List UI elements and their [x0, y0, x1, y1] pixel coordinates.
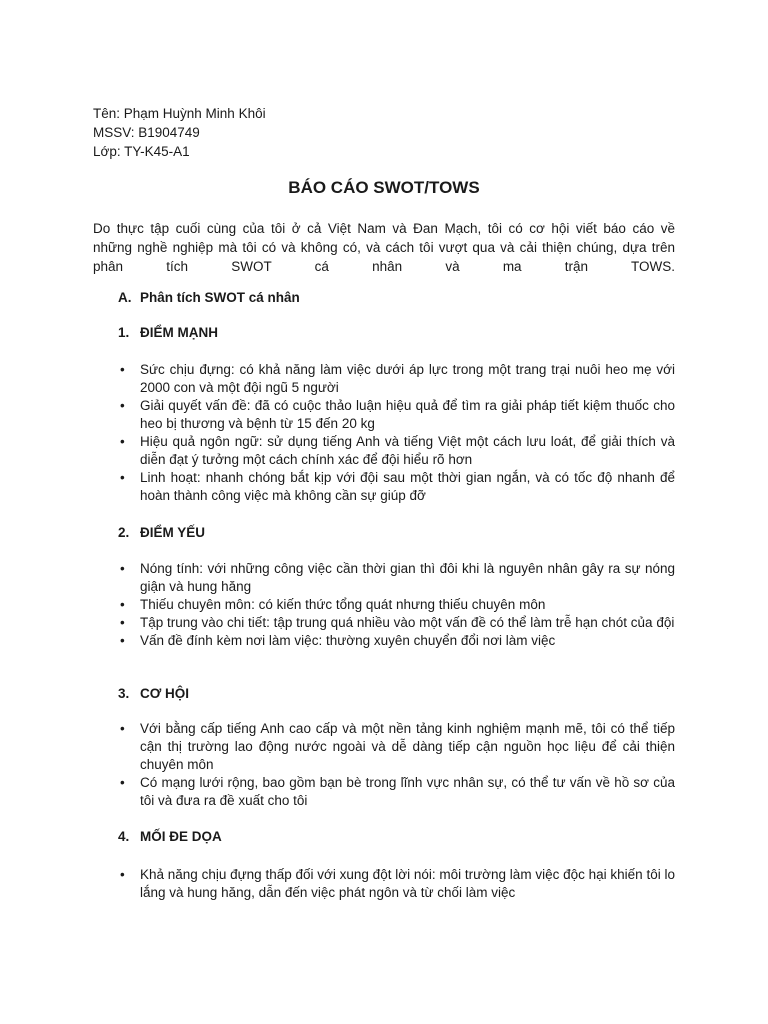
section-number: 1.: [118, 325, 130, 340]
list-item-text: Vấn đề đính kèm nơi làm việc: thường xuyên chuyển đổi nơi làm việc: [140, 633, 556, 648]
list-item: [118, 632, 675, 650]
bullet-icon: •: [120, 470, 125, 485]
section-label: CƠ HỘI: [140, 686, 190, 701]
list-item: [118, 866, 675, 902]
section-number: 4.: [118, 829, 130, 844]
list-item: [118, 720, 675, 774]
intro-paragraph: [93, 219, 675, 276]
list-item-text: Khả năng chịu đựng thấp đối với xung đột lời nói: môi trường làm việc độc hại khiến tôi lo lắng và hung hăng, dẫn đến việc phát ngôn và từ chối làm việc: [140, 867, 675, 900]
section-label: Phân tích SWOT cá nhân: [140, 290, 300, 305]
weaknesses-list: [118, 560, 675, 650]
list-item: [118, 560, 675, 596]
list-item-text: Giải quyết vấn đề: đã có cuộc thảo luận hiệu quả để tìm ra giải pháp tiết kiệm thuốc cho heo bị thương và bệnh từ 15 đến 20 kg: [140, 398, 675, 431]
bullet-icon: •: [120, 633, 125, 648]
section-marker: A.: [118, 290, 132, 305]
section-label: ĐIỂM YẾU: [140, 525, 206, 540]
list-item-text: Tập trung vào chi tiết: tập trung quá nhiều vào một vấn đề có thể làm trễ hạn chót của đội: [140, 615, 675, 630]
threats-heading: [118, 829, 222, 844]
threats-list: [118, 866, 675, 902]
section-label: ĐIỂM MẠNH: [140, 325, 218, 340]
section-number: 3.: [118, 686, 130, 701]
list-item: [118, 361, 675, 397]
list-item: [118, 774, 675, 810]
bullet-icon: •: [120, 615, 125, 630]
list-item: [118, 433, 675, 469]
list-item: [118, 614, 675, 632]
bullet-icon: •: [120, 362, 125, 377]
student-id: MSSV: B1904749: [93, 125, 200, 140]
report-title: BÁO CÁO SWOT/TOWS: [288, 178, 480, 197]
bullet-icon: •: [120, 721, 125, 736]
list-item-text: Thiếu chuyên môn: có kiến thức tổng quát nhưng thiếu chuyên môn: [140, 597, 546, 612]
list-item-text: Có mạng lưới rộng, bao gồm bạn bè trong lĩnh vực nhân sự, có thể tư vấn về hồ sơ của tôi và đưa ra đề xuất cho tôi: [140, 775, 675, 808]
list-item: [118, 397, 675, 433]
student-class: Lớp: TY-K45-A1: [93, 144, 190, 159]
list-item-text: Hiệu quả ngôn ngữ: sử dụng tiếng Anh và tiếng Việt một cách lưu loát, để giải thích và diễn đạt ý tưởng một cách chính xác để đội hiểu rõ hơn: [140, 434, 675, 467]
bullet-icon: •: [120, 597, 125, 612]
intro-line: phân tích SWOT cá nhân và ma trận TOWS.: [93, 259, 675, 274]
opportunities-list: [118, 720, 675, 810]
list-item: [118, 469, 675, 505]
list-item-text: Sức chịu đựng: có khả năng làm việc dưới áp lực trong một trang trại nuôi heo mẹ với 2000 con và một đội ngũ 5 người: [140, 362, 675, 395]
section-number: 2.: [118, 525, 130, 540]
strengths-heading: [118, 325, 218, 340]
bullet-icon: •: [120, 867, 125, 882]
list-item-text: Nóng tính: với những công việc cần thời gian thì đôi khi là nguyên nhân gây ra sự nóng giận và hung hăng: [140, 561, 675, 594]
section-a-heading: [118, 290, 300, 305]
bullet-icon: •: [120, 775, 125, 790]
strengths-list: [118, 361, 675, 505]
section-label: MỐI ĐE DỌA: [140, 829, 222, 844]
bullet-icon: •: [120, 398, 125, 413]
list-item-text: Linh hoạt: nhanh chóng bắt kịp với đội sau một thời gian ngắn, và có tốc độ nhanh để hoàn thành công việc mà không cần sự giúp đỡ: [140, 470, 675, 503]
bullet-icon: •: [120, 434, 125, 449]
list-item: [118, 596, 675, 614]
student-name: Tên: Phạm Huỳnh Minh Khôi: [93, 106, 266, 121]
intro-line: Do thực tập cuối cùng của tôi ở cả Việt Nam và Đan Mạch, tôi có cơ hội viết báo cáo về: [93, 221, 675, 236]
opportunities-heading: [118, 686, 189, 701]
bullet-icon: •: [120, 561, 125, 576]
weaknesses-heading: [118, 525, 205, 540]
intro-line: những nghề nghiệp mà tôi có và không có, và cách tôi vượt qua và cải thiện chúng, dựa trên: [93, 240, 675, 255]
list-item-text: Với bằng cấp tiếng Anh cao cấp và một nền tảng kinh nghiệm mạnh mẽ, tôi có thể tiếp cận thị trường lao động nước ngoài và dễ dàng tiếp cận nguồn học liệu để cải thiện chuyên môn: [140, 721, 675, 772]
student-info: [93, 104, 266, 161]
